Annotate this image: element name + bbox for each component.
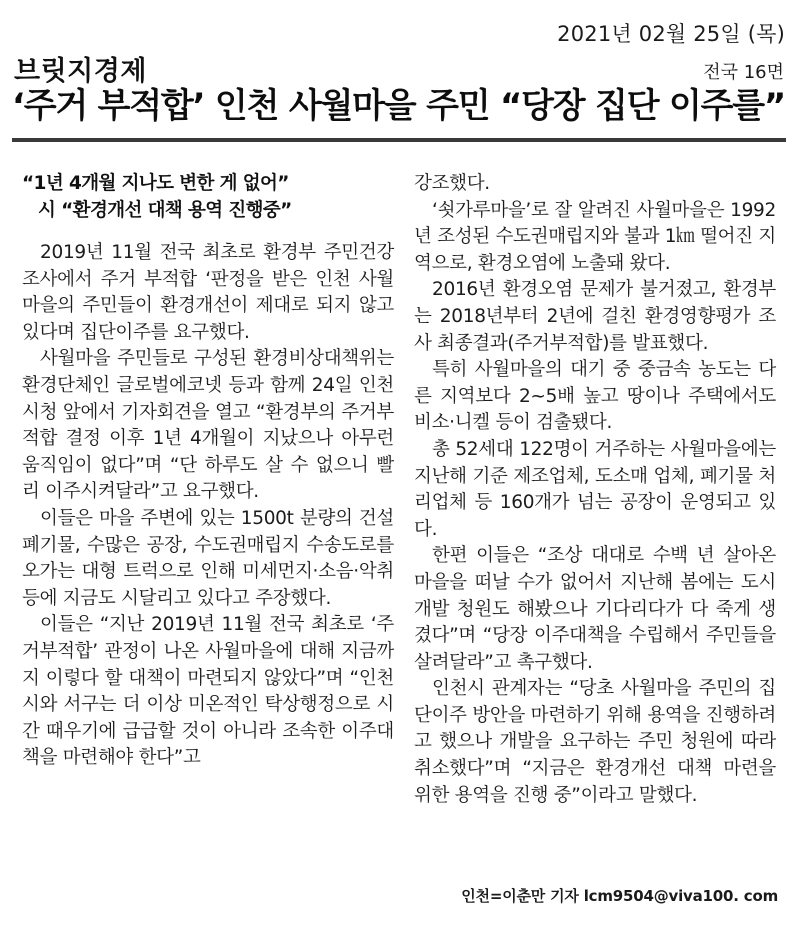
- article-paragraph: 총 52세대 122명이 거주하는 사월마을에는 지난해 기준 제조업체, 도소매 업체, 폐기물 처리업체 등 160개가 넘는 공장이 운영되고 있다.: [414, 438, 776, 540]
- headline: ‘주거 부적합’ 인천 사월마을 주민 “당장 집단 이주를”: [12, 86, 786, 126]
- article-paragraph: 이들은 “지난 2019년 11월 전국 최초로 ‘주거부적합’ 관정이 나온 사월마을에 대해 지금까지 이렇다 할 대책이 마련되지 않았다”며 “인천시와 서구는 더 이상 미온적인 탁상행정으로 시간 때우기에 급급할 것이 아니라 조속한 이주대책을 마련해야 한다”고: [22, 614, 394, 769]
- article-paragraph: 한편 이들은 “조상 대대로 수백 년 살아온 마을을 떠날 수가 없어서 지난해 봄에는 도시개발 청원도 해봤으나 기다리다가 다 죽게 생겼다”며 “당장 이주대책을 수립해서 주민들을 살려달라”고 촉구했다.: [414, 545, 776, 673]
- publication-date: 2021년 02월 25일 (목): [557, 22, 785, 46]
- article-paragraph-continued: 강조했다.: [414, 173, 490, 194]
- publication-name: 브릿지경제: [14, 56, 147, 87]
- byline: 인천=이춘만 기자 lcm9504@viva100. com: [461, 887, 778, 905]
- article-paragraph: 이들은 마을 주변에 있는 1500t 분량의 건설폐기물, 수많은 공장, 수도권매립지 수송도로를 오가는 대형 트럭으로 인해 미세먼지·소음·악취 등에 지금도 시달리고 있다고 주장했다.: [22, 507, 394, 609]
- article-paragraph: 인천시 관계자는 “당초 사월마을 주민의 집단이주 방안을 마련하기 위해 용역을 진행하려고 했으나 개발을 요구하는 주민 청원에 따라 취소했다”며 “지금은 환경개선 대책 마련을 위한 용역을 진행 중”이라고 말했다.: [414, 678, 776, 806]
- article-paragraph: ‘쇳가루마을’로 잘 알려진 사월마을은 1992년 조성된 수도권매립지와 불과 1㎞ 떨어진 지역으로, 환경오염에 노출돼 왔다.: [414, 199, 776, 274]
- subheadline-1: “1년 4개월 지나도 변한 게 없어”: [22, 173, 289, 194]
- article-paragraph: 사월마을 주민들로 구성된 환경비상대책위는 환경단체인 글로벌에코넷 등과 함께 24일 인천시청 앞에서 기자회견을 열고 “환경부의 주거부적합 결정 이후 1년 4개월이 지났으나 아무런 움직임이 없다”며 “단 하루도 살 수 없으니 빨리 이주시켜달라”고 요구했다.: [22, 348, 394, 503]
- article-paragraph: 2019년 11월 전국 최초로 환경부 주민건강조사에서 주거 부적합 ‘판정을 받은 인천 사월마을의 주민들이 환경개선이 제대로 되지 않고 있다며 집단이주를 요구했다.: [22, 242, 394, 343]
- article-paragraph: 특히 사월마을의 대기 중 중금속 농도는 다른 지역보다 2~5배 높고 땅이나 주택에서도 비소·니켈 등이 검출됐다.: [414, 359, 776, 434]
- page-reference: 전국 16면: [703, 62, 784, 83]
- article-paragraph: 2016년 환경오염 문제가 불거졌고, 환경부는 2018년부터 2년에 걸친 환경영향평가 조사 최종결과(주거부적합)를 발표했다.: [414, 279, 776, 354]
- article-right-column: [414, 171, 776, 809]
- article-left-column: [22, 170, 394, 772]
- subheadline-2: 시 “환경개선 대책 용역 진행중”: [38, 200, 292, 221]
- header-divider: [12, 138, 786, 142]
